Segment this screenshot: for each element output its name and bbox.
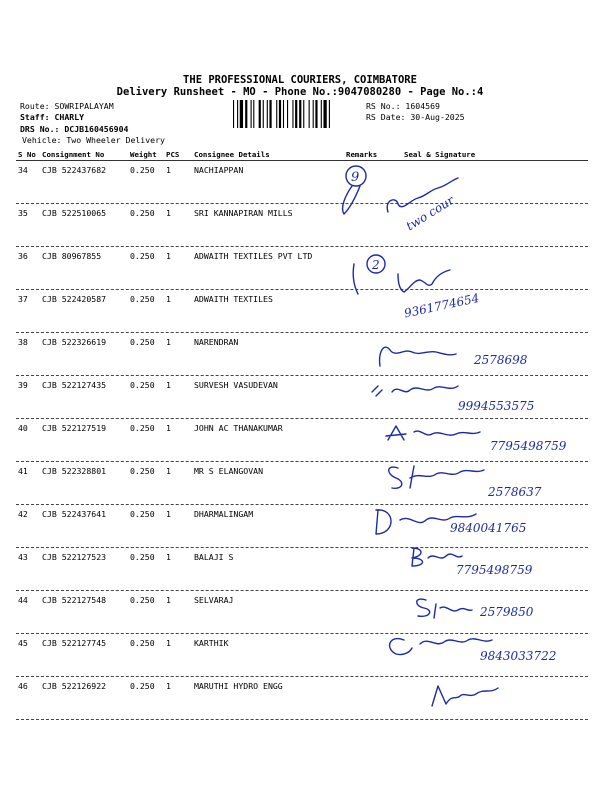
barcode (233, 100, 361, 128)
barcode-bar (259, 100, 261, 128)
row-pcs: 1 (166, 208, 171, 218)
row-consignment: CJB 522127435 (42, 380, 107, 390)
phone-note-7: 7795498759 (456, 563, 533, 577)
row-consignee: DHARMALINGAM (194, 509, 254, 519)
row-pcs: 1 (166, 681, 171, 691)
row-weight: 0.250 (130, 251, 155, 261)
table-row (16, 548, 588, 591)
row-weight: 0.250 (130, 294, 155, 304)
row-consignee: ADWAITH TEXTILES PVT LTD (194, 251, 313, 261)
row-consignment: CJB 522437682 (42, 165, 107, 175)
barcode-bar (233, 100, 234, 128)
barcode-bar (276, 100, 277, 128)
company-title: THE PROFESSIONAL COURIERS, COIMBATORE (183, 74, 417, 86)
row-consignment: CJB 522437641 (42, 509, 107, 519)
barcode-bar (245, 100, 247, 128)
barcode-bar (263, 100, 264, 128)
col-consignee: Consignee Details (194, 150, 270, 159)
row-sno: 36 (18, 251, 28, 261)
row-pcs: 1 (166, 466, 171, 476)
row-sno: 46 (18, 681, 28, 691)
table-row (16, 634, 588, 677)
barcode-bar (321, 100, 322, 128)
barcode-bar (299, 100, 301, 128)
remark-mark-2: 2 (372, 258, 380, 272)
col-sno: S No (18, 150, 36, 159)
table-row (16, 247, 588, 290)
row-pcs: 1 (166, 294, 171, 304)
row-consignee: ADWAITH TEXTILES (194, 294, 273, 304)
drs-label: DRS No.: DCJB160456904 (20, 124, 129, 134)
row-sno: 45 (18, 638, 28, 648)
barcode-bar (329, 100, 330, 128)
phone-note-5: 2578637 (488, 485, 542, 499)
row-sno: 42 (18, 509, 28, 519)
barcode-bar (323, 100, 326, 128)
table-header (16, 148, 588, 161)
runsheet-table (16, 148, 588, 720)
barcode-bar (283, 100, 284, 128)
row-pcs: 1 (166, 380, 171, 390)
row-weight: 0.250 (130, 466, 155, 476)
row-consignee: NARENDRAN (194, 337, 239, 347)
row-sno: 34 (18, 165, 28, 175)
row-sno: 39 (18, 380, 28, 390)
row-consignment: CJB 522510065 (42, 208, 107, 218)
barcode-bar (295, 100, 297, 128)
col-consignment: Consignment No (42, 150, 105, 159)
row-pcs: 1 (166, 165, 171, 175)
note-two-courier: two cour (403, 193, 457, 234)
barcode-bar (237, 100, 238, 128)
row-consignment: CJB 522326619 (42, 337, 107, 347)
staff-label: Staff: CHARLY (20, 112, 85, 122)
row-sno: 37 (18, 294, 28, 304)
row-sno: 35 (18, 208, 28, 218)
barcode-bar (240, 100, 243, 128)
table-row (16, 505, 588, 548)
table-row (16, 677, 588, 720)
table-row (16, 591, 588, 634)
table-row (16, 161, 588, 204)
col-seal: Seal & Signature (404, 150, 476, 159)
row-pcs: 1 (166, 423, 171, 433)
row-consignment: CJB 522126922 (42, 681, 107, 691)
table-row (16, 204, 588, 247)
barcode-bar (279, 100, 281, 128)
row-sno: 41 (18, 466, 28, 476)
vehicle-label: Vehicle: Two Wheeler Delivery (22, 135, 165, 145)
phone-note-9: 9843033722 (480, 649, 557, 663)
barcode-bar (287, 100, 288, 128)
rs-date: RS Date: 30-Aug-2025 (366, 112, 465, 122)
row-consignee: SURVESH VASUDEVAN (194, 380, 278, 390)
barcode-bar (292, 100, 293, 128)
row-pcs: 1 (166, 595, 171, 605)
phone-note-3: 9994553575 (458, 399, 535, 413)
row-consignment: CJB 522127519 (42, 423, 107, 433)
table-row (16, 290, 588, 333)
row-consignee: MARUTHI HYDRO ENGG (194, 681, 283, 691)
row-consignee: JOHN AC THANAKUMAR (194, 423, 283, 433)
col-remarks: Remarks (346, 150, 378, 159)
row-weight: 0.250 (130, 208, 155, 218)
row-weight: 0.250 (130, 681, 155, 691)
remark-mark-1: 9 (351, 170, 360, 185)
barcode-bar (309, 100, 310, 128)
row-consignee: SELVARAJ (194, 595, 234, 605)
row-weight: 0.250 (130, 509, 155, 519)
barcode-bar (251, 100, 252, 128)
row-consignee: SRI KANNAPIRAN MILLS (194, 208, 293, 218)
row-consignee: NACHIAPPAN (194, 165, 244, 175)
phone-note-1: 9361774654 (402, 290, 481, 321)
row-weight: 0.250 (130, 165, 155, 175)
barcode-bar (303, 100, 304, 128)
row-pcs: 1 (166, 552, 171, 562)
runsheet-title: Delivery Runsheet - MO - Phone No.:9047080280 - Page No.:4 (116, 86, 484, 98)
col-weight: Weight (130, 150, 157, 159)
row-weight: 0.250 (130, 552, 155, 562)
row-pcs: 1 (166, 638, 171, 648)
row-sno: 38 (18, 337, 28, 347)
barcode-bar (267, 100, 268, 128)
rs-number: RS No.: 1604569 (366, 101, 440, 111)
row-pcs: 1 (166, 509, 171, 519)
route-label: Route: SOWRIPALAYAM (20, 101, 114, 111)
barcode-bar (315, 100, 317, 128)
row-sno: 40 (18, 423, 28, 433)
row-consignment: CJB 522328801 (42, 466, 107, 476)
barcode-bar (269, 100, 271, 128)
table-row (16, 376, 588, 419)
barcode-bar (313, 100, 314, 128)
table-row (16, 333, 588, 376)
row-consignment: CJB 522127523 (42, 552, 107, 562)
row-consignment: CJB 80967855 (42, 251, 102, 261)
row-weight: 0.250 (130, 380, 155, 390)
row-consignee: KARTHIK (194, 638, 229, 648)
table-row (16, 419, 588, 462)
phone-note-6: 9840041765 (450, 521, 527, 535)
row-consignee: MR S ELANGOVAN (194, 466, 264, 476)
row-sno: 43 (18, 552, 28, 562)
row-weight: 0.250 (130, 595, 155, 605)
row-pcs: 1 (166, 337, 171, 347)
row-consignment: CJB 522127745 (42, 638, 107, 648)
table-row (16, 462, 588, 505)
row-weight: 0.250 (130, 638, 155, 648)
barcode-bar (253, 100, 254, 128)
row-pcs: 1 (166, 251, 171, 261)
row-consignment: CJB 522420587 (42, 294, 107, 304)
row-consignee: BALAJI S (194, 552, 234, 562)
phone-note-4: 7795498759 (490, 439, 567, 453)
row-sno: 44 (18, 595, 28, 605)
row-weight: 0.250 (130, 423, 155, 433)
row-weight: 0.250 (130, 337, 155, 347)
row-consignment: CJB 522127548 (42, 595, 107, 605)
phone-note-8: 2579850 (480, 605, 534, 619)
phone-note-2: 2578698 (474, 353, 528, 367)
col-pcs: PCS (166, 150, 180, 159)
table-body (16, 161, 588, 720)
